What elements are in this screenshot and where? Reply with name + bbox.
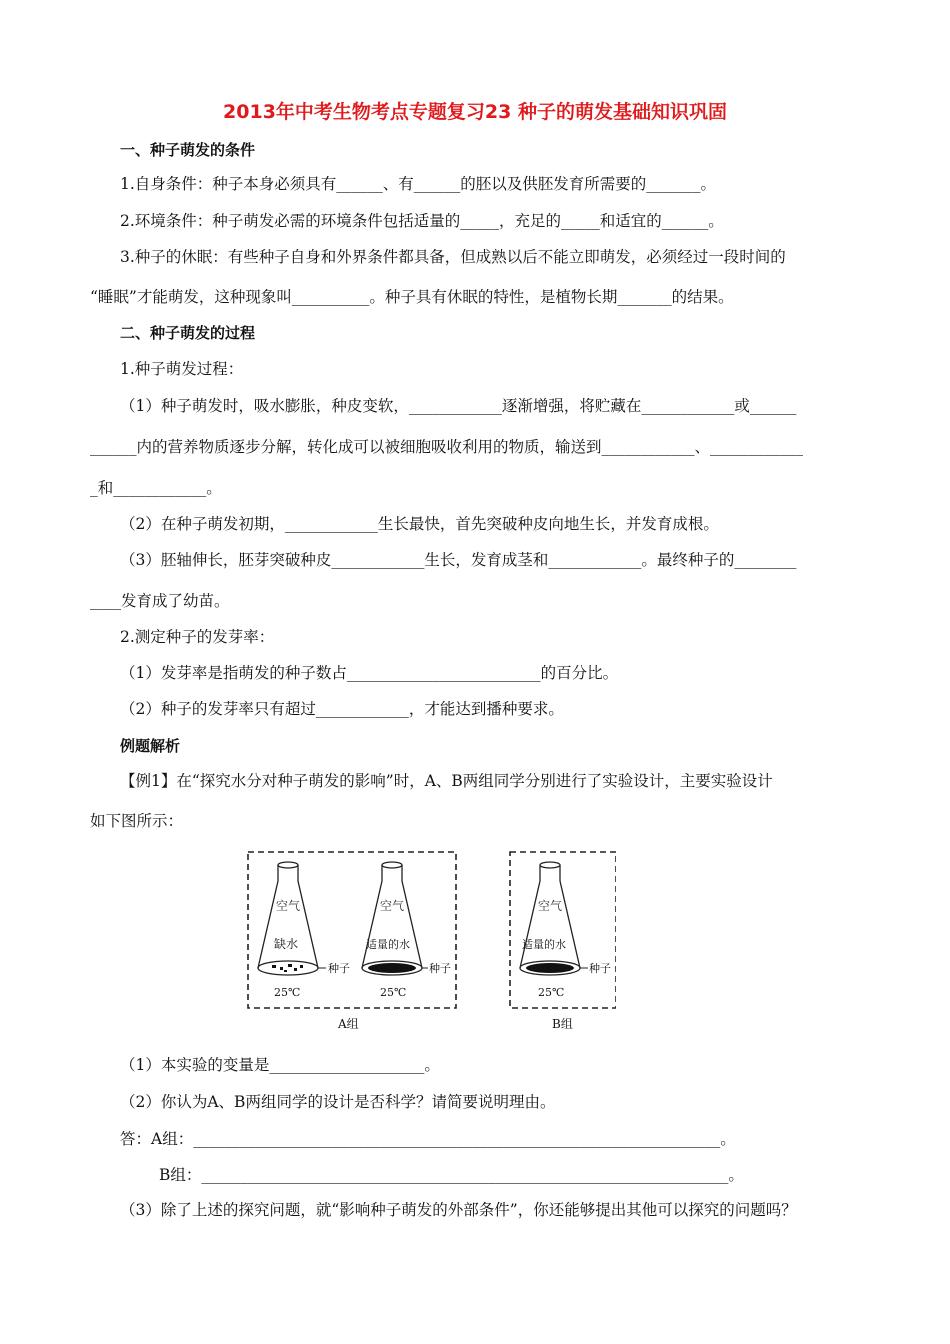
example-answer-3: （3）除了上述的探究问题，就“影响种子萌发的外部条件”，你还能够提出其他可以探究的问题吗？ [120,1201,797,1219]
section-heading-examples: 例题解析 [120,737,181,755]
paragraph-germination-rate-2: （2）种子的发芽率只有超过____________，才能达到播种要求。 [120,700,564,718]
document-title: 2013年中考生物考点专题复习23 种子的萌发基础知识巩固 [223,101,727,123]
flask-b-seeds [526,963,574,973]
caption-group-b: B组 [552,1017,573,1031]
section-heading-conditions: 一、种子萌发的条件 [120,141,256,159]
paragraph-process-1-line1: （1）种子萌发时，吸水膨胀，种皮变软，____________逐渐增强，将贮藏在____________或______ [120,397,797,415]
paragraph-environment-conditions: 2.环境条件：种子萌发必需的环境条件包括适量的_____，充足的_____和适宜的______。 [120,212,724,230]
example-answer-2: （2）你认为A、B两组同学的设计是否科学？请简要说明理由。 [120,1093,556,1111]
label-proper-water-b: 适量的水 [522,938,566,951]
label-temp-a2: 25℃ [380,986,407,999]
label-seed-a1: 种子 [328,962,350,975]
paragraph-process-3-line1: （3）胚轴伸长，胚芽突破种皮____________生长，发育成茎和____________。最终种子的________ [120,551,797,569]
paragraph-dormancy-line2: “睡眠”才能萌发，这种现象叫__________。种子具有休眠的特性，是植物长期_______的结果。 [90,288,734,306]
paragraph-process-1-line3: _和____________。 [90,479,222,497]
flask-a1-icon [258,862,318,975]
example-answer-group-b: B组：____________________________________________________________________。 [159,1166,744,1184]
paragraph-germination-rate-title: 2.测定种子的发芽率： [120,628,275,646]
label-air-a1: 空气 [276,899,301,913]
flask-a1-seeds [272,964,303,972]
label-temp-b: 25℃ [538,986,565,999]
label-lack-water: 缺水 [274,937,299,951]
paragraph-process-2: （2）在种子萌发初期，____________生长最快，首先突破种皮向地生长，并发育成根。 [120,515,719,533]
paragraph-self-conditions: 1.自身条件：种子本身必须具有______、有______的胚以及供胚发育所需要的_______。 [120,175,717,193]
group-a-box [248,852,456,1008]
group-b-box [510,852,616,1008]
paragraph-process-title: 1.种子萌发过程： [120,360,244,378]
paragraph-process-3-line2: ____发育成了幼苗。 [90,592,230,610]
example-answer-1: （1）本实验的变量是____________________。 [120,1056,440,1074]
caption-group-a: A组 [338,1017,359,1031]
label-air-b: 空气 [538,899,563,913]
experiment-figure [246,848,616,1038]
flask-a2-icon [362,862,422,975]
example-question-line2: 如下图所示： [90,812,184,830]
flask-b-icon [520,862,580,975]
example-answer-group-a: 答：A组：____________________________________________________________________。 [120,1130,736,1148]
label-seed-a2: 种子 [429,962,451,975]
label-proper-water-a2: 适量的水 [366,938,410,951]
example-question-line1: 【例1】在“探究水分对种子萌发的影响”时，A、B两组同学分别进行了实验设计，主要实验设计 [120,772,773,790]
paragraph-process-1-line2: ______内的营养物质逐步分解，转化成可以被细胞吸收利用的物质，输送到____________、____________ [90,438,804,456]
paragraph-dormancy-line1: 3.种子的休眠：有些种子自身和外界条件都具备，但成熟以后不能立即萌发，必须经过一段时间的 [120,248,786,266]
paragraph-germination-rate-1: （1）发芽率是指萌发的种子数占_________________________的百分比。 [120,664,619,682]
label-temp-a1: 25℃ [274,986,301,999]
label-air-a2: 空气 [380,899,405,913]
section-heading-process: 二、种子萌发的过程 [120,324,256,342]
label-seed-b: 种子 [589,962,611,975]
flask-a2-seeds [368,963,416,973]
